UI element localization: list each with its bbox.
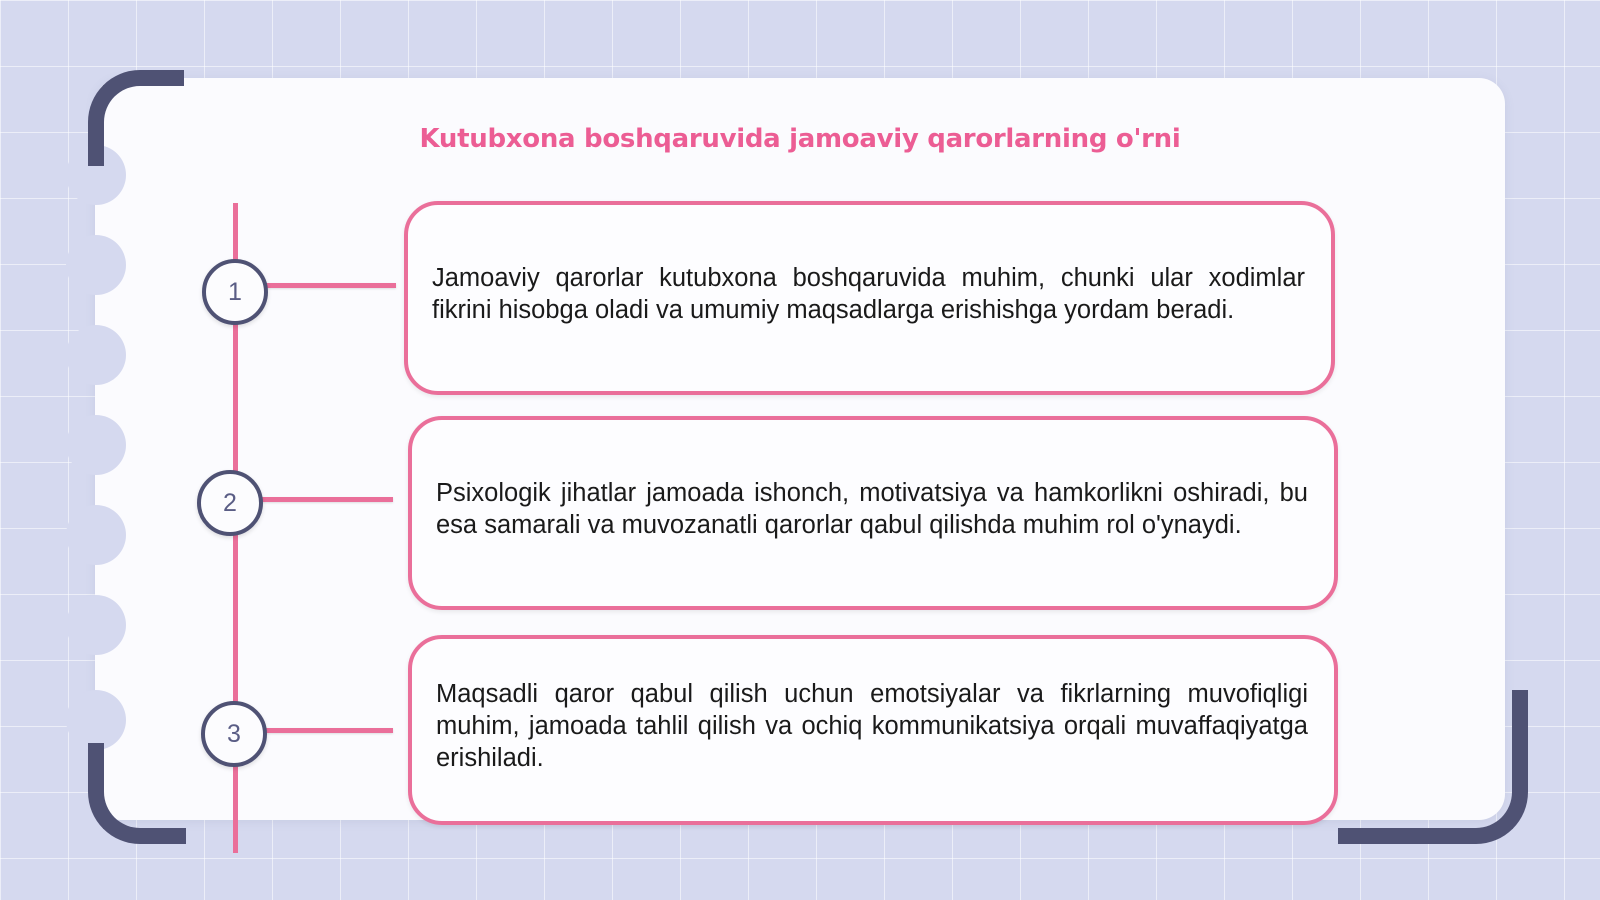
binder-hole (66, 235, 126, 295)
marker-number: 2 (223, 488, 237, 517)
binder-hole (66, 595, 126, 655)
slide-title: Kutubxona boshqaruvida jamoaviy qarorlarning o'rni (419, 124, 1181, 154)
timeline-connector (264, 283, 396, 288)
timeline-connector (264, 728, 393, 733)
timeline-marker-1 (202, 259, 268, 325)
timeline-card-1 (404, 201, 1335, 395)
binder-hole (66, 690, 126, 750)
marker-number: 3 (227, 719, 241, 748)
timeline-card-text: Maqsadli qaror qabul qilish uchun emotsiyalar va fikrlarning muvofiqligi muhim, jamoada tahlil qilish va ochiq kommunikatsiya orqali muvaffaqiyatga erishiladi. (436, 680, 1308, 772)
binder-hole (66, 325, 126, 385)
binder-hole (66, 415, 126, 475)
marker-number: 1 (228, 277, 242, 306)
timeline-connector (260, 497, 393, 502)
corner-bracket-bottom-left (88, 743, 186, 844)
timeline-marker-3 (201, 701, 267, 767)
timeline-card-3 (408, 635, 1338, 825)
timeline-marker-2 (197, 470, 263, 536)
timeline-card-2 (408, 416, 1338, 610)
timeline-card-text: Jamoaviy qarorlar kutubxona boshqaruvida muhim, chunki ular xodimlar fikrini hisobga oladi va umumiy maqsadlarga erishishga yordam beradi. (432, 264, 1305, 324)
binder-hole (66, 505, 126, 565)
timeline-card-text: Psixologik jihatlar jamoada ishonch, motivatsiya va hamkorlikni oshiradi, bu esa samarali va muvozanatli qarorlar qabul qilishda muhim rol o'ynaydi. (436, 479, 1308, 539)
corner-bracket-bottom-right (1338, 690, 1528, 844)
